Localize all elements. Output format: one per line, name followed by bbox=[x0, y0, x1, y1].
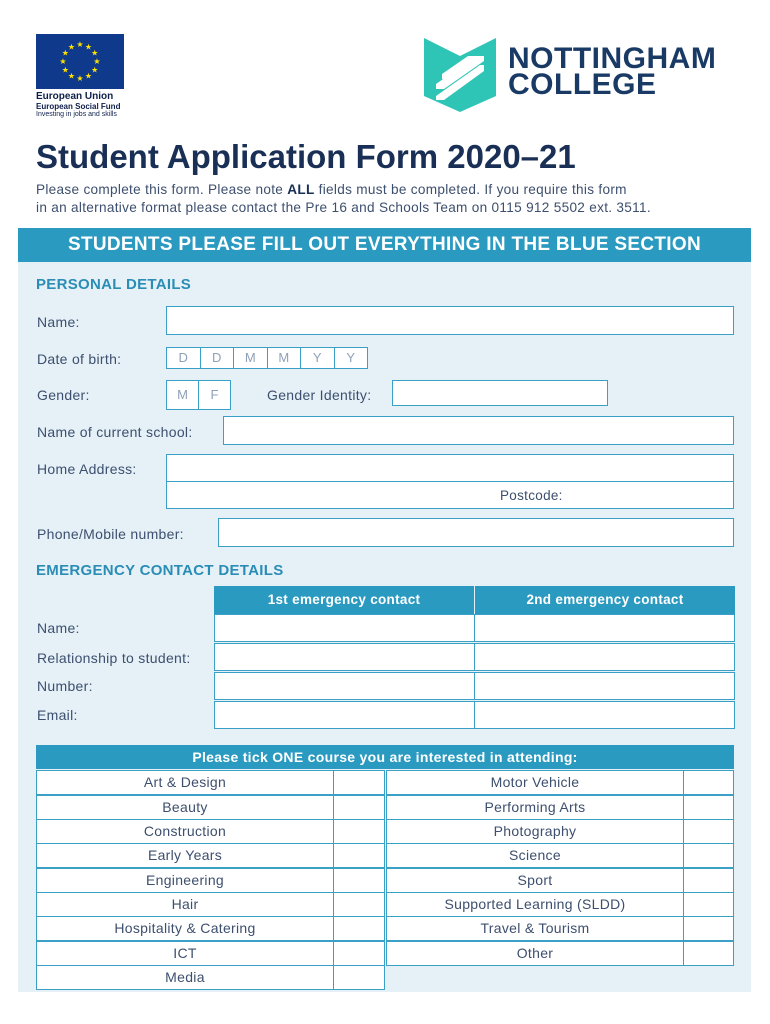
eu-star-icon: ★ bbox=[59, 57, 67, 66]
emergency-col1-header: 1st emergency contact bbox=[214, 586, 474, 614]
course-tick-box[interactable] bbox=[333, 941, 385, 966]
course-tick-box[interactable] bbox=[333, 868, 385, 893]
course-label: Travel & Tourism bbox=[386, 916, 684, 941]
eu-star-icon: ★ bbox=[76, 40, 84, 49]
address-line1-field[interactable] bbox=[166, 454, 734, 482]
course-label: Sport bbox=[386, 868, 684, 893]
course-tick-box[interactable] bbox=[333, 843, 385, 868]
gender-identity-field[interactable] bbox=[392, 380, 608, 406]
eu-star-icon: ★ bbox=[91, 65, 99, 75]
phone-field[interactable] bbox=[218, 518, 734, 547]
name-field[interactable] bbox=[166, 306, 734, 335]
emergency-heading: EMERGENCY CONTACT DETAILS bbox=[36, 562, 284, 579]
course-tick-box[interactable] bbox=[333, 916, 385, 941]
em2-email-field[interactable] bbox=[474, 701, 735, 729]
eu-star-icon: ★ bbox=[67, 42, 76, 52]
course-label: Engineering bbox=[36, 868, 334, 893]
em2-number-field[interactable] bbox=[474, 672, 735, 700]
eu-star-icon: ★ bbox=[91, 48, 99, 58]
dob-label: Date of birth: bbox=[37, 351, 122, 367]
college-name-line1: NOTTINGHAM bbox=[508, 42, 717, 75]
emergency-col2-header: 2nd emergency contact bbox=[474, 586, 735, 614]
intro-line2: in an alternative format please contact the Pre 16 and Schools Team on 0115 912 5502 ext. 3511. bbox=[36, 200, 651, 215]
course-tick-box[interactable] bbox=[333, 819, 385, 844]
eu-logo-line1: European Union bbox=[36, 91, 114, 102]
dob-day-1[interactable]: D bbox=[167, 348, 201, 368]
gender-label: Gender: bbox=[37, 387, 90, 403]
name-label: Name: bbox=[37, 314, 80, 330]
eu-logo-line2: European Social Fund bbox=[36, 102, 121, 111]
eu-star-icon: ★ bbox=[61, 48, 69, 58]
course-label: Beauty bbox=[36, 795, 334, 820]
eu-star-icon: ★ bbox=[93, 57, 101, 66]
dob-month-2[interactable]: M bbox=[268, 348, 302, 368]
course-tick-box[interactable] bbox=[683, 868, 734, 893]
course-tick-box[interactable] bbox=[333, 965, 385, 990]
em1-name-field[interactable] bbox=[214, 614, 475, 642]
school-field[interactable] bbox=[223, 416, 734, 445]
emergency-row-label: Relationship to student: bbox=[37, 650, 191, 666]
dob-field[interactable] bbox=[166, 347, 368, 369]
course-tick-box[interactable] bbox=[333, 770, 385, 795]
course-label: Science bbox=[386, 843, 684, 868]
eu-flag-icon bbox=[36, 34, 124, 89]
course-tick-box[interactable] bbox=[683, 892, 734, 917]
eu-star-icon: ★ bbox=[67, 71, 76, 81]
course-label: Other bbox=[386, 941, 684, 966]
course-label: Photography bbox=[386, 819, 684, 844]
course-tick-box[interactable] bbox=[683, 916, 734, 941]
course-tick-box[interactable] bbox=[333, 892, 385, 917]
gender-field[interactable] bbox=[166, 380, 231, 410]
course-label: Media bbox=[36, 965, 334, 990]
em1-number-field[interactable] bbox=[214, 672, 475, 700]
postcode-label: Postcode: bbox=[500, 488, 563, 503]
dob-year-1[interactable]: Y bbox=[301, 348, 335, 368]
section-banner: STUDENTS PLEASE FILL OUT EVERYTHING IN THE BLUE SECTION bbox=[18, 228, 751, 262]
dob-year-2[interactable]: Y bbox=[346, 350, 356, 365]
em2-relationship-field[interactable] bbox=[474, 643, 735, 671]
course-label: Early Years bbox=[36, 843, 334, 868]
eu-logo-line3: Investing in jobs and skills bbox=[36, 111, 117, 118]
course-label: Construction bbox=[36, 819, 334, 844]
address-line2-field[interactable] bbox=[166, 481, 734, 509]
course-label: Performing Arts bbox=[386, 795, 684, 820]
course-label: Hair bbox=[36, 892, 334, 917]
gender-option-m[interactable]: M bbox=[167, 381, 199, 409]
course-tick-box[interactable] bbox=[683, 941, 734, 966]
emergency-row-label: Email: bbox=[37, 707, 78, 723]
page-title: Student Application Form 2020–21 bbox=[36, 138, 576, 175]
course-label: Supported Learning (SLDD) bbox=[386, 892, 684, 917]
course-tick-box[interactable] bbox=[683, 843, 734, 868]
course-tick-box[interactable] bbox=[683, 795, 734, 820]
address-label: Home Address: bbox=[37, 461, 137, 477]
course-label: Art & Design bbox=[36, 770, 334, 795]
em1-email-field[interactable] bbox=[214, 701, 475, 729]
em1-relationship-field[interactable] bbox=[214, 643, 475, 671]
course-label: Motor Vehicle bbox=[386, 770, 684, 795]
gender-identity-label: Gender Identity: bbox=[267, 387, 372, 403]
course-label: ICT bbox=[36, 941, 334, 966]
personal-details-heading: PERSONAL DETAILS bbox=[36, 276, 192, 293]
dob-day-2[interactable]: D bbox=[201, 348, 235, 368]
course-tick-box[interactable] bbox=[683, 819, 734, 844]
school-label: Name of current school: bbox=[37, 424, 193, 440]
course-tick-box[interactable] bbox=[333, 795, 385, 820]
book-stripes-icon bbox=[420, 34, 500, 112]
eu-star-icon: ★ bbox=[84, 42, 93, 52]
em2-name-field[interactable] bbox=[474, 614, 735, 642]
eu-star-icon: ★ bbox=[76, 74, 84, 83]
course-tick-box[interactable] bbox=[683, 770, 734, 795]
dob-month-1[interactable]: M bbox=[234, 348, 268, 368]
college-name-line2: COLLEGE bbox=[508, 68, 657, 101]
intro-line1: Please complete this form. Please note ALL fields must be completed. If you require this form bbox=[36, 182, 627, 197]
eu-star-icon: ★ bbox=[84, 71, 93, 81]
course-label: Hospitality & Catering bbox=[36, 916, 334, 941]
phone-label: Phone/Mobile number: bbox=[37, 526, 184, 542]
gender-option-f[interactable]: F bbox=[210, 387, 219, 402]
eu-star-icon: ★ bbox=[61, 65, 69, 75]
emergency-row-label: Number: bbox=[37, 678, 93, 694]
emergency-row-label: Name: bbox=[37, 620, 80, 636]
course-table-header: Please tick ONE course you are interested in attending: bbox=[36, 745, 734, 769]
